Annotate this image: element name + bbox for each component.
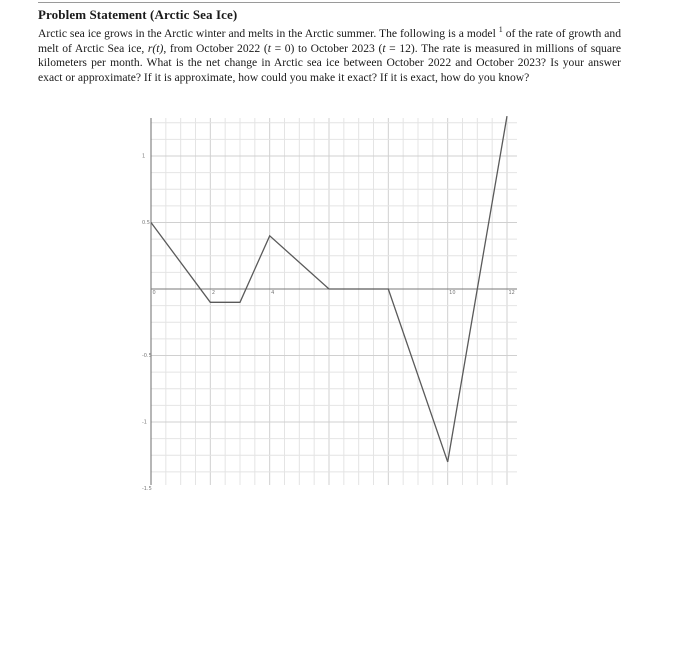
footnote-mark: 1	[498, 25, 503, 35]
y-tick-label: 0.5	[142, 220, 150, 226]
rate-function: r(t)	[147, 41, 164, 55]
x-tick-label: 12	[508, 290, 515, 296]
y-tick-label: -1.5	[142, 486, 152, 492]
t-variable-end: t	[382, 41, 386, 55]
t-end-equation: = 12). The rate is measured in millions of square kilometers per month. What is the net change in Arctic sea ice between October 2022 and October 2023? Is your answer exact or approximate? If it is approximate, how could you make it exact? If it is exact, how do you know?	[38, 41, 622, 84]
problem-title: Problem Statement (Arctic Sea Ice)	[38, 7, 238, 22]
paragraph-part-3: , from October 2022 (	[163, 41, 268, 55]
t-variable-start: t	[267, 41, 271, 55]
x-tick-label: 2	[211, 290, 216, 296]
y-tick-label: -0.5	[142, 353, 152, 359]
t-start-equation: = 0) to October 2023 (	[270, 41, 383, 55]
y-tick-label: 1	[142, 153, 146, 160]
x-tick-label: 10	[449, 290, 456, 296]
y-tick-label: -1	[142, 419, 147, 426]
x-tick-label: 4	[271, 290, 275, 296]
paragraph-part-2: of the rate of growth and melt of Arctic Sea ice,	[38, 27, 621, 55]
graph-grid	[151, 118, 517, 485]
x-tick-label: 0	[152, 290, 156, 296]
paragraph-part-1: Arctic sea ice grows in the Arctic winter and melts in the Arctic summer. The following is a model	[38, 27, 496, 40]
